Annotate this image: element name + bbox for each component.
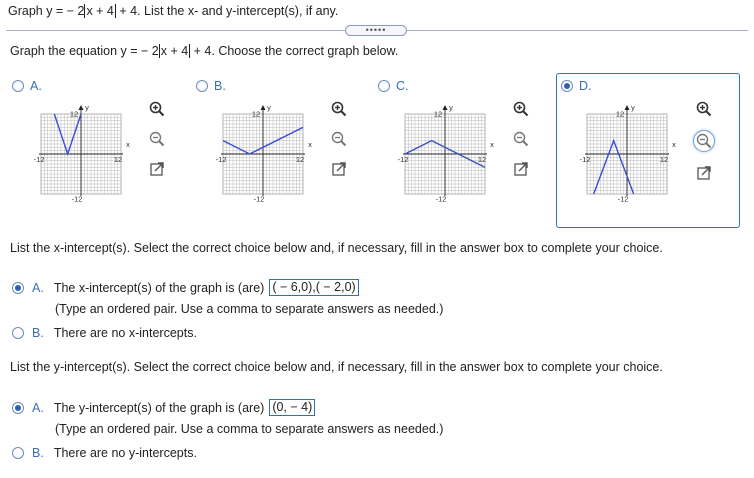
- x-max-label: 12: [477, 155, 487, 164]
- y-intercepts-hint: (Type an ordered pair. Use a comma to separate answers as needed.): [55, 422, 444, 436]
- x-max-label: 12: [295, 155, 305, 164]
- zoom-in-icon[interactable]: [330, 100, 348, 118]
- x-intercepts-instruction: List the x-intercept(s). Select the correct choice below and, if necessary, fill in the answer box to complete your choice.: [10, 241, 663, 255]
- y-choice-b-text: There are no y-intercepts.: [53, 446, 197, 460]
- option-c-label: C.: [396, 79, 409, 93]
- option-d[interactable]: [561, 79, 592, 93]
- x-choice-a-letter: A.: [32, 280, 44, 295]
- coordinate-grid-d: [579, 98, 676, 206]
- question-title-prefix: Graph y = − 2: [8, 4, 85, 18]
- popout-icon[interactable]: [330, 160, 348, 178]
- option-b[interactable]: [196, 79, 226, 93]
- x-choice-a-text: The x-intercept(s) of the graph is (are): [53, 280, 265, 295]
- option-b-radio[interactable]: [196, 80, 208, 92]
- y-axis-label: y: [267, 103, 271, 112]
- y-choice-a-radio[interactable]: [12, 402, 24, 414]
- graph-prompt-suffix: + 4. Choose the correct graph below.: [193, 44, 399, 58]
- graph-a: [33, 98, 130, 206]
- popout-icon[interactable]: [512, 160, 530, 178]
- y-min-label: -12: [71, 194, 83, 204]
- y-intercepts-choice-b[interactable]: [12, 446, 197, 460]
- option-d-radio[interactable]: [561, 80, 573, 92]
- graph-prompt: [10, 44, 398, 58]
- graph-c: [397, 98, 494, 206]
- y-axis-arrow-icon: [79, 105, 84, 110]
- option-c-radio[interactable]: [378, 80, 390, 92]
- y-axis-label: y: [85, 103, 89, 112]
- x-min-label: -12: [397, 155, 409, 164]
- zoom-out-icon[interactable]: [512, 130, 530, 148]
- option-a[interactable]: [12, 79, 42, 93]
- question-title-abs: x + 4: [86, 4, 114, 18]
- coordinate-grid-c: [397, 98, 494, 206]
- option-a-label: A.: [30, 79, 42, 93]
- zoom-in-icon[interactable]: [148, 100, 166, 118]
- y-choice-a-text: The y-intercept(s) of the graph is (are): [53, 400, 265, 415]
- graph-d: [579, 98, 676, 206]
- x-min-label: -12: [215, 155, 227, 164]
- y-choice-b-letter: B.: [32, 446, 44, 460]
- x-choice-b-text: There are no x-intercepts.: [53, 326, 197, 340]
- graph-prompt-abs: x + 4: [160, 44, 189, 58]
- y-intercepts-instruction: List the y-intercept(s). Select the correct choice below and, if necessary, fill in the answer box to complete your choice.: [10, 360, 663, 374]
- x-axis-label: x: [126, 140, 130, 149]
- zoom-out-icon[interactable]: [693, 130, 715, 152]
- y-intercepts-choice-a[interactable]: [12, 399, 315, 416]
- graph-prompt-prefix: Graph the equation y = − 2: [10, 44, 159, 58]
- x-axis-label: x: [672, 140, 676, 149]
- y-intercepts-answer-box[interactable]: (0, − 4): [269, 399, 315, 416]
- x-choice-a-radio[interactable]: [12, 282, 24, 294]
- x-intercepts-choice-b[interactable]: [12, 326, 197, 340]
- zoom-in-icon[interactable]: [695, 100, 713, 118]
- graph-c-tools: [510, 100, 532, 178]
- y-choice-a-letter: A.: [32, 400, 44, 415]
- expand-handle[interactable]: •••••: [345, 25, 407, 36]
- zoom-out-icon[interactable]: [148, 130, 166, 148]
- graph-b: [215, 98, 312, 206]
- x-intercepts-hint: (Type an ordered pair. Use a comma to separate answers as needed.): [55, 302, 444, 316]
- graph-b-tools: [328, 100, 350, 178]
- option-d-label: D.: [579, 79, 592, 93]
- y-max-label: 12: [433, 109, 443, 119]
- option-a-radio[interactable]: [12, 80, 24, 92]
- x-max-label: 12: [659, 155, 669, 164]
- graph-a-tools: [146, 100, 168, 178]
- y-axis-arrow-icon: [625, 105, 630, 110]
- x-min-label: -12: [33, 155, 45, 164]
- y-axis-arrow-icon: [443, 105, 448, 110]
- x-choice-b-radio[interactable]: [12, 327, 24, 339]
- y-min-label: -12: [435, 194, 447, 204]
- zoom-in-icon[interactable]: [512, 100, 530, 118]
- y-min-label: -12: [253, 194, 265, 204]
- question-title: [8, 4, 338, 18]
- y-axis-label: y: [449, 103, 453, 112]
- x-choice-b-letter: B.: [32, 326, 44, 340]
- x-intercepts-answer-box[interactable]: ( − 6,0),( − 2,0): [269, 279, 358, 296]
- coordinate-grid-a: [33, 98, 130, 206]
- y-max-label: 12: [69, 109, 79, 119]
- x-axis-label: x: [490, 140, 494, 149]
- y-choice-b-radio[interactable]: [12, 447, 24, 459]
- option-b-label: B.: [214, 79, 226, 93]
- y-axis-label: y: [631, 103, 635, 112]
- popout-icon[interactable]: [148, 160, 166, 178]
- y-min-label: -12: [617, 194, 629, 204]
- question-title-suffix: + 4. List the x- and y-intercept(s), if any.: [119, 4, 339, 18]
- x-min-label: -12: [579, 155, 591, 164]
- coordinate-grid-b: [215, 98, 312, 206]
- popout-icon[interactable]: [695, 164, 713, 182]
- y-max-label: 12: [251, 109, 261, 119]
- x-axis-label: x: [308, 140, 312, 149]
- y-max-label: 12: [615, 109, 625, 119]
- option-c[interactable]: [378, 79, 409, 93]
- x-intercepts-choice-a[interactable]: [12, 279, 359, 296]
- x-max-label: 12: [113, 155, 123, 164]
- zoom-out-icon[interactable]: [330, 130, 348, 148]
- graph-d-tools: [693, 100, 715, 182]
- y-axis-arrow-icon: [261, 105, 266, 110]
